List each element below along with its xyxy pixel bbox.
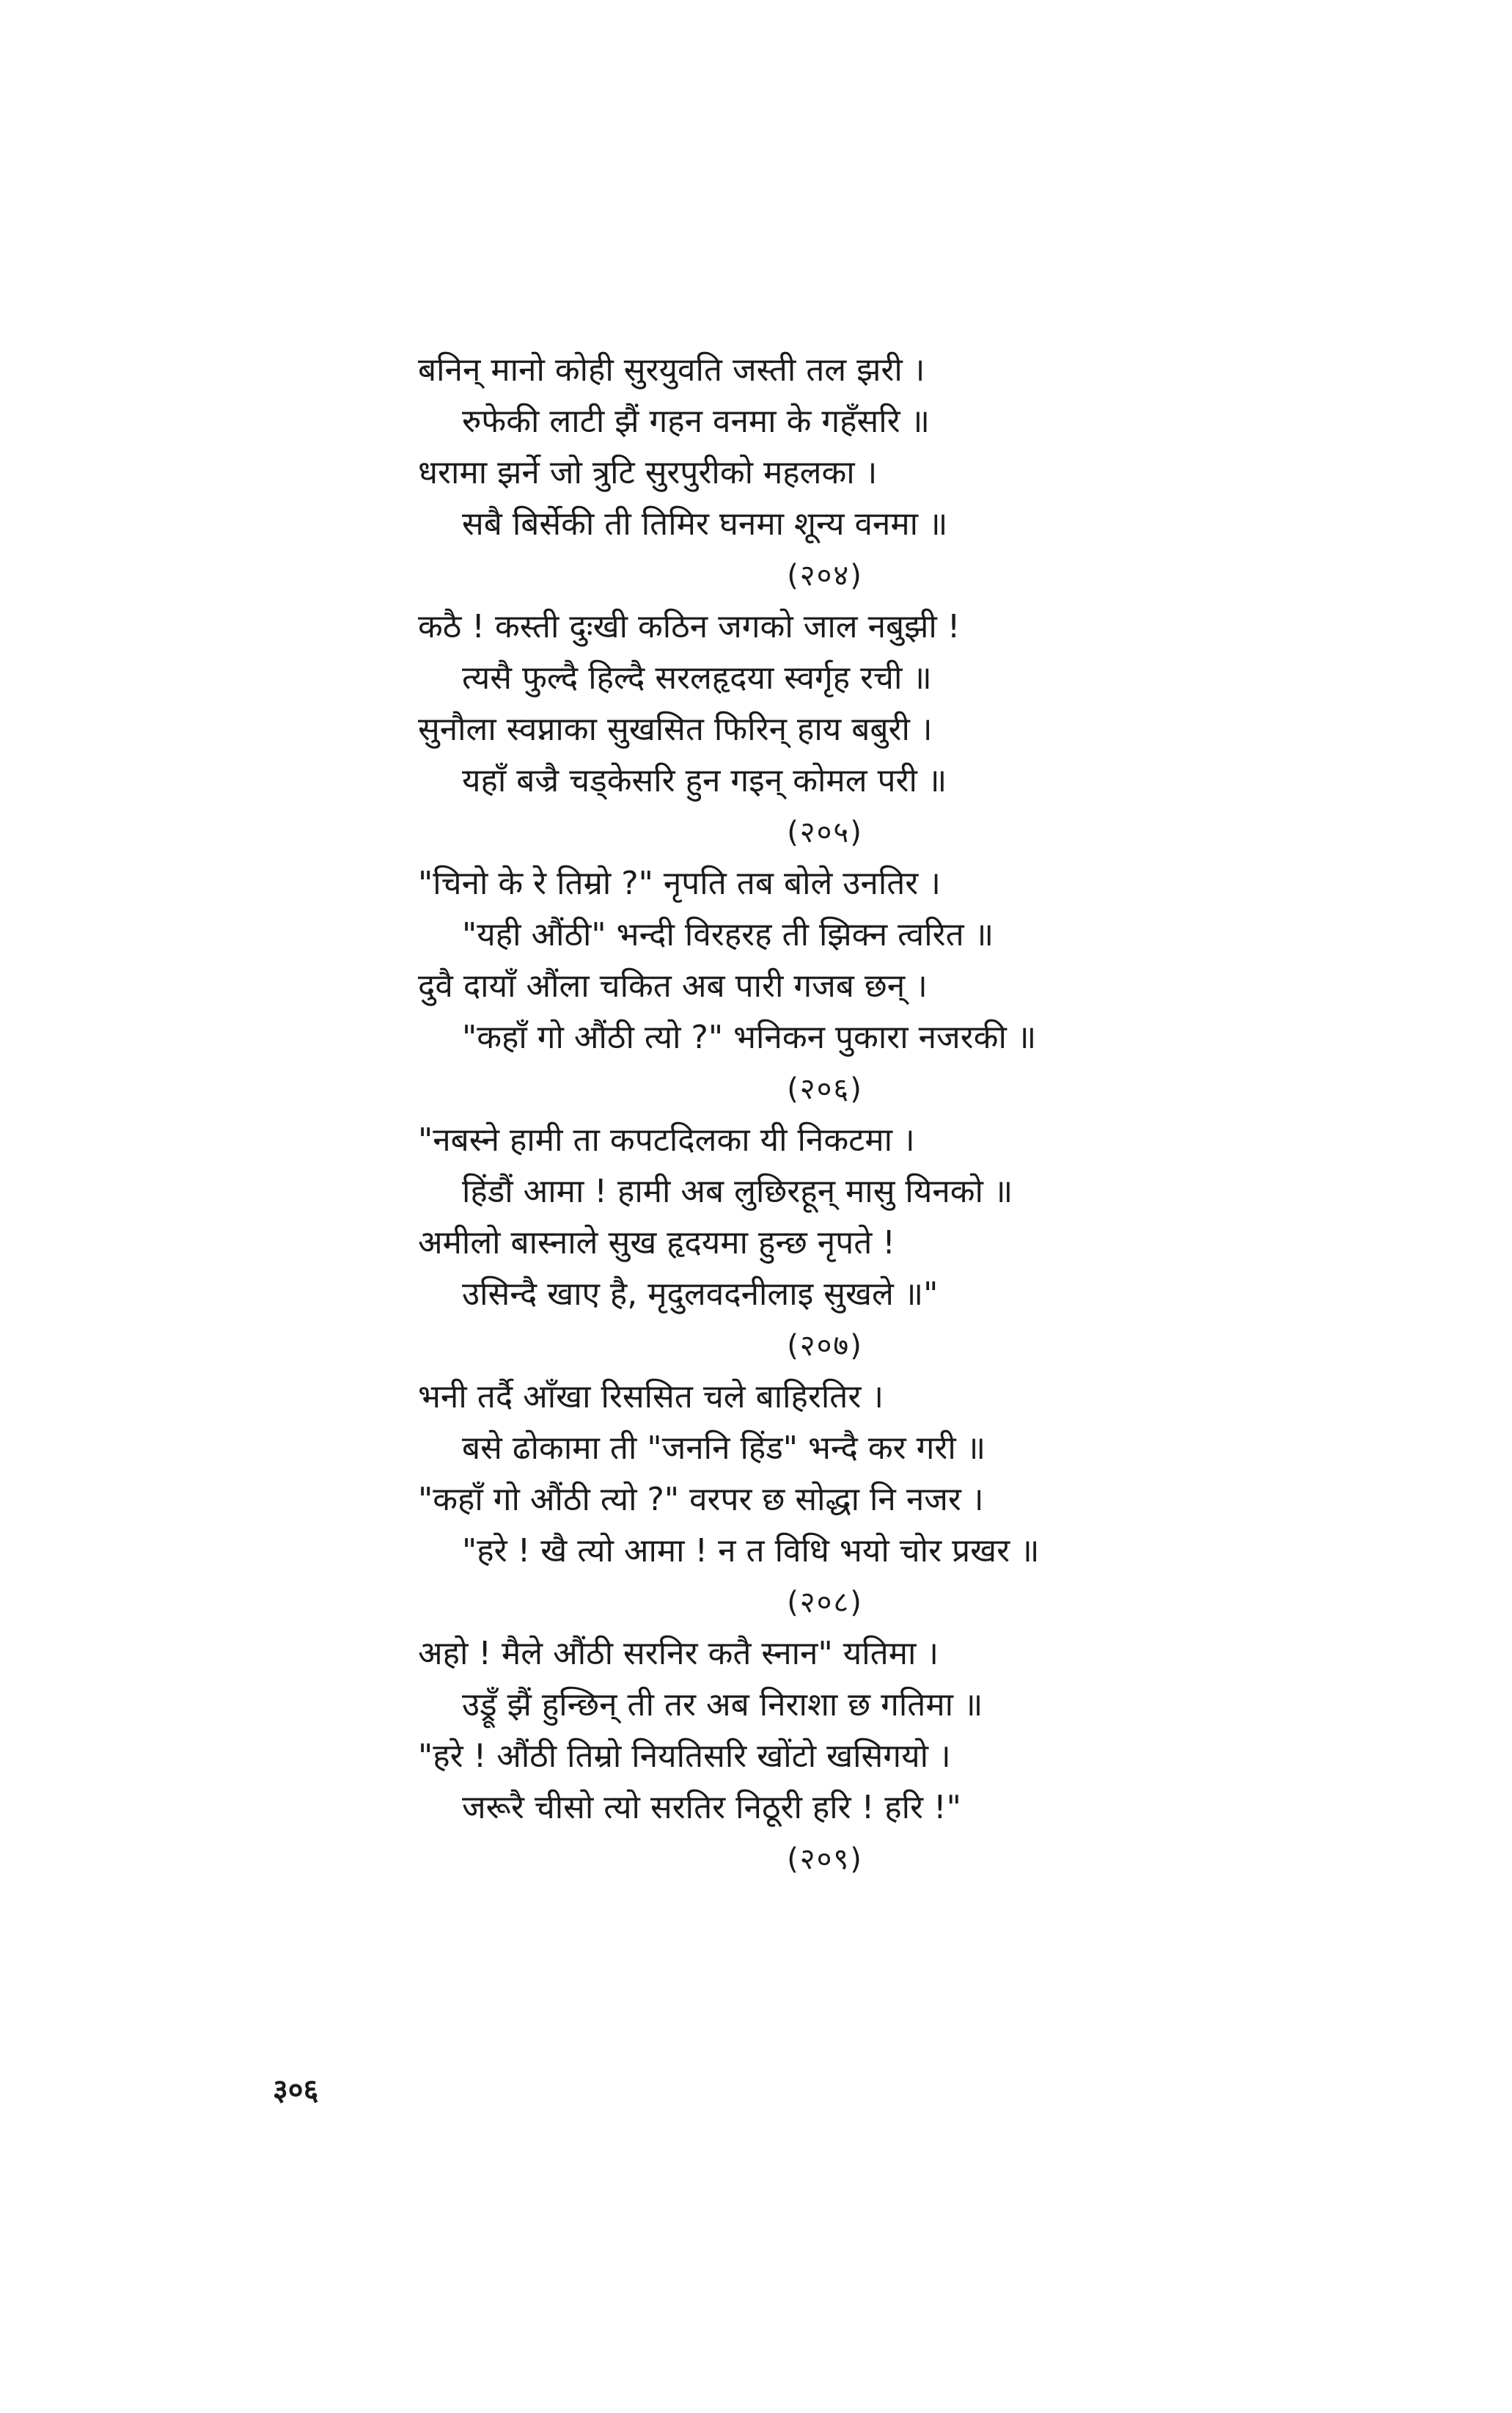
verse-line: "हरे ! खै त्यो आमा ! न त विधि भयो चोर प्रखर ॥ bbox=[462, 1532, 1040, 1570]
verse-line: अहो ! मैले औंठी सरनिर कतै स्नान" यतिमा । bbox=[418, 1635, 939, 1672]
stanza-number: (२०४) bbox=[787, 559, 863, 593]
poem-body bbox=[418, 345, 1232, 1885]
verse-line: यहाँ बज्रै चड्केसरि हुन गइन् कोमल परी ॥ bbox=[462, 762, 947, 799]
verse-line: "हरे ! औंठी तिम्रो नियतिसरि खोंटो खसिगयो । bbox=[418, 1738, 951, 1775]
verse-line: उसिन्दै खाए है, मृदुलवदनीलाइ सुखले ॥" bbox=[462, 1275, 939, 1313]
verse-line: "कहाँ गो औंठी त्यो ?" वरपर छ सोद्धा नि नजर । bbox=[418, 1481, 984, 1518]
stanza-204 bbox=[418, 345, 1232, 601]
verse-line: सुनौला स्वप्नाका सुखसित फिरिन् हाय बबुरी । bbox=[418, 711, 933, 748]
stanza-number: (२०८) bbox=[787, 1586, 863, 1619]
verse-line: जरूरै चीसो त्यो सरतिर निठूरी हरि ! हरि !" bbox=[462, 1789, 961, 1826]
stanza-number: (२०७) bbox=[787, 1329, 863, 1363]
verse-line: "कहाँ गो औंठी त्यो ?" भनिकन पुकारा नजरकी ॥ bbox=[462, 1019, 1037, 1056]
stanza-205 bbox=[418, 601, 1232, 858]
verse-line: कठै ! कस्ती दुःखी कठिन जगको जाल नबुझी ! bbox=[418, 608, 961, 645]
verse-line: हिंडौं आमा ! हामी अब लुछिरहून् मासु यिनको ॥ bbox=[462, 1173, 1013, 1210]
verse-line: सबै बिर्सेकी ती तिमिर घनमा शून्य वनमा ॥ bbox=[462, 505, 948, 543]
page-number: ३०६ bbox=[273, 2073, 319, 2107]
verse-line: दुवै दायाँ औंला चकित अब पारी गजब छन् । bbox=[418, 967, 928, 1005]
verse-line: "नबस्ने हामी ता कपटदिलका यी निकटमा । bbox=[418, 1121, 915, 1159]
verse-line: "यही औंठी" भन्दी विरहरह ती झिक्न त्वरित ॥ bbox=[462, 916, 994, 953]
stanza-number: (२०९) bbox=[787, 1842, 863, 1876]
stanza-209 bbox=[418, 1628, 1232, 1885]
verse-line: बनिन् मानो कोही सुरयुवति जस्ती तल झरी । bbox=[418, 351, 925, 389]
verse-line: उड्रूँ झैं हुन्छिन् ती तर अब निराशा छ गतिमा ॥ bbox=[462, 1686, 983, 1724]
verse-line: "चिनो के रे तिम्रो ?" नृपति तब बोले उनतिर । bbox=[418, 865, 941, 902]
stanza-number: (२०६) bbox=[787, 1072, 863, 1106]
verse-line: त्यसै फुल्दै हिल्दै सरलहृदया स्वर्गृह रची ॥ bbox=[462, 659, 932, 697]
verse-line: अमीलो बास्नाले सुख हृदयमा हुन्छ नृपते ! bbox=[418, 1224, 895, 1262]
verse-line: भनी तर्दै आँखा रिससित चले बाहिरतिर । bbox=[418, 1378, 884, 1416]
verse-line: बसे ढोकामा ती "जननि हिंड" भन्दै कर गरी ॥ bbox=[462, 1429, 986, 1467]
stanza-208 bbox=[418, 1372, 1232, 1628]
verse-line: रुफेकी लाटी झैं गहन वनमा के गहँसरि ॥ bbox=[462, 403, 930, 440]
stanza-number: (२०५) bbox=[787, 816, 863, 849]
stanza-207 bbox=[418, 1115, 1232, 1372]
stanza-206 bbox=[418, 858, 1232, 1115]
verse-line: धरामा झर्ने जो त्रुटि सुरपुरीको महलका । bbox=[418, 454, 878, 491]
